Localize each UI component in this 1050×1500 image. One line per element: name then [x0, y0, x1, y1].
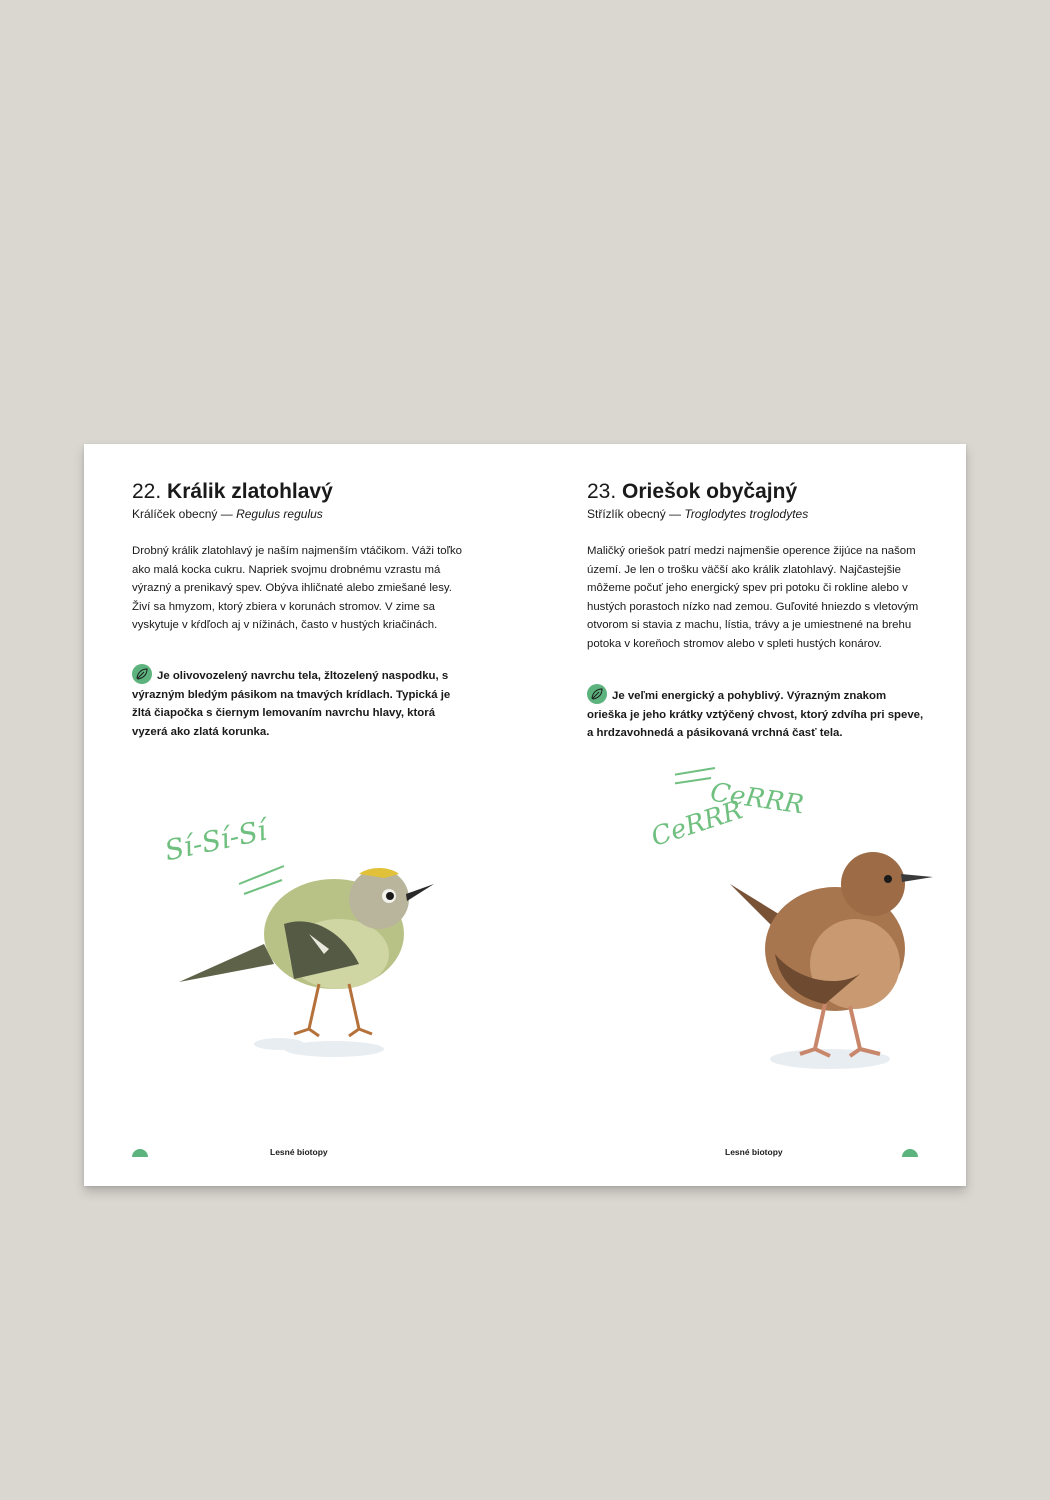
- species-subtitle: [587, 506, 808, 522]
- latin-name: Troglodytes troglodytes: [684, 507, 809, 521]
- species-description: Maličký oriešok patrí medzi najmenšie operence žijúce na našom území. Je len o trošku väčší ako králik zlatohlavý. Najčastejšie môžeme počuť jeho energický spev pri potoku či rokline alebo v hustých porastoch nízko nad zemou. Guľovité hniezdo s vletovým otvorom si stavia z machu, lístia, trávy a je umiestnené na brehu potoka v koreňoch stromov alebo v spleti hustých konárov.: [587, 545, 919, 650]
- species-name: Králik zlatohlavý: [167, 480, 333, 503]
- identification-note: [587, 684, 927, 743]
- bird-call-text-1: CeRRR: [647, 795, 747, 853]
- right-page: [525, 444, 966, 1186]
- book-spread: [84, 444, 966, 1186]
- page-title: [587, 480, 797, 504]
- leaf-icon: [587, 684, 607, 704]
- bird-call-text-2: CeRRR: [708, 777, 806, 821]
- left-page: [84, 444, 525, 1186]
- leaf-icon: [132, 664, 152, 684]
- page-tab-marker: [132, 1149, 148, 1157]
- species-description: Drobný králik zlatohlavý je naším najmenším vtáčikom. Váži toľko ako malá kocka cukru. Napriek svojmu drobnému vzrastu má výrazný a prenikavý spev. Obýva ihličnaté alebo zmiešané lesy. Živí sa hmyzom, ktorý zbiera v korunách stromov. V zime sa vyskytuje v kŕdľoch aj v nížinách, často v hustých kriačinách.: [132, 545, 462, 632]
- identification-note-text: Je olivovozelený navrchu tela, žltozelený naspodku, s výrazným bledým pásikom na tmavých krídlach. Typická je žltá čiapočka s čiernym lemovaním navrchu hlavy, ktorá vyzerá ako zlatá korunka.: [132, 670, 451, 738]
- identification-note-text: Je veľmi energický a pohyblivý. Výrazným znakom orieška je jeho krátky vztýčený chvost, ktorý zdvíha pri speve, a hrdzavohnedá a pásikovaná vrchná časť tela.: [587, 690, 924, 740]
- species-number: 22.: [132, 480, 162, 503]
- czech-name: Králíček obecný —: [132, 507, 233, 521]
- bird-call-text: Sí-Sí-Sí: [161, 813, 270, 868]
- species-name: Oriešok obyčajný: [622, 480, 798, 503]
- species-subtitle: [132, 506, 323, 522]
- page-title: [132, 480, 333, 504]
- wren-illustration: [647, 764, 965, 1074]
- czech-name: Střízlík obecný —: [587, 507, 682, 521]
- species-number: 23.: [587, 480, 617, 503]
- running-footer: Lesné biotopy: [270, 1147, 328, 1157]
- page-tab-marker: [902, 1149, 918, 1157]
- identification-note: [132, 664, 472, 741]
- latin-name: Regulus regulus: [236, 507, 323, 521]
- running-footer: Lesné biotopy: [725, 1147, 783, 1157]
- goldcrest-illustration: [144, 804, 464, 1064]
